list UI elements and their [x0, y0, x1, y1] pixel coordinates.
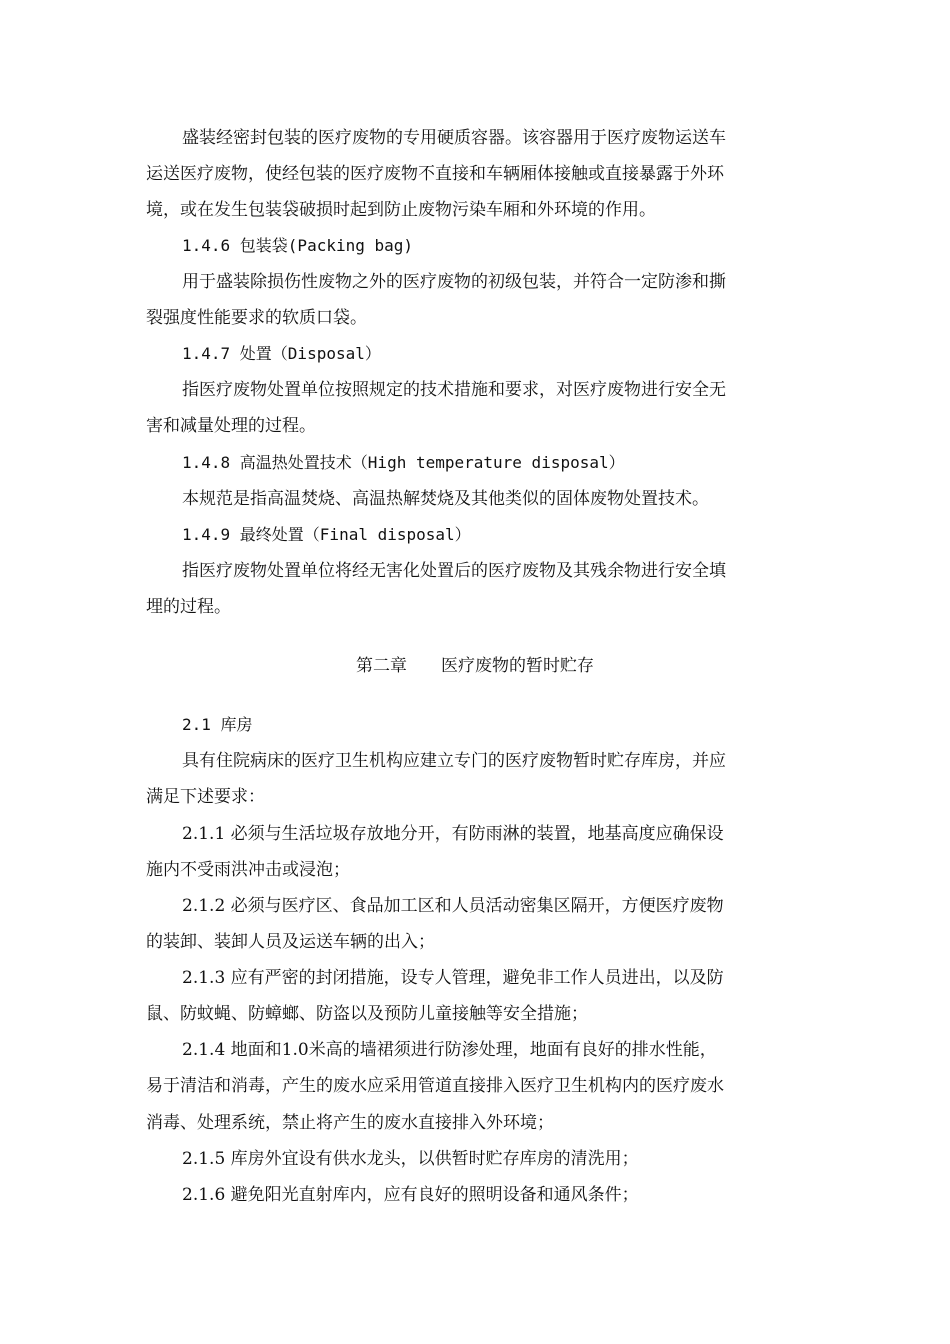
paragraph-line: 埋的过程。	[146, 597, 231, 617]
paragraph-line: 指医疗废物处置单位按照规定的技术措施和要求，对医疗废物进行安全无	[182, 380, 726, 400]
section-heading-1-4-9: 1.4.9 最终处置（Final disposal）	[182, 525, 471, 544]
section-heading-2-1: 2.1 库房	[182, 715, 253, 734]
list-item-2-1-5: 2.1.5 库房外宜设有供水龙头，以供暂时贮存库房的清洗用；	[182, 1149, 639, 1169]
paragraph-line: 指医疗废物处置单位将经无害化处置后的医疗废物及其残余物进行安全填	[182, 561, 726, 581]
chapter-title: 第二章 医疗废物的暂时贮存	[356, 656, 594, 676]
list-item-2-1-1: 2.1.1 必须与生活垃圾存放地分开，有防雨淋的装置，地基高度应确保设	[182, 824, 724, 844]
paragraph-line: 具有住院病床的医疗卫生机构应建立专门的医疗废物暂时贮存库房，并应	[182, 751, 726, 771]
paragraph-line: 裂强度性能要求的软质口袋。	[146, 308, 367, 328]
paragraph-line: 满足下述要求：	[146, 787, 265, 807]
section-heading-1-4-6: 1.4.6 包装袋(Packing bag)	[182, 236, 414, 255]
list-item-line: 施内不受雨洪冲击或浸泡；	[146, 860, 350, 880]
paragraph-line: 运送医疗废物，使经包装的医疗废物不直接和车辆厢体接触或直接暴露于外环	[146, 164, 724, 184]
list-item-line: 鼠、防蚊蝇、防蟑螂、防盗以及预防儿童接触等安全措施；	[146, 1004, 588, 1024]
paragraph-line: 用于盛装除损伤性废物之外的医疗废物的初级包装，并符合一定防渗和撕	[182, 272, 726, 292]
list-item-line: 易于清洁和消毒，产生的废水应采用管道直接排入医疗卫生机构内的医疗废水	[146, 1076, 724, 1096]
paragraph-line: 境，或在发生包装袋破损时起到防止废物污染车厢和外环境的作用。	[146, 200, 656, 220]
list-item-line: 消毒、处理系统，禁止将产生的废水直接排入外环境；	[146, 1113, 554, 1133]
list-item-2-1-4: 2.1.4 地面和1.0米高的墙裙须进行防渗处理，地面有良好的排水性能，	[182, 1040, 717, 1060]
section-heading-1-4-8: 1.4.8 高温热处置技术（High temperature disposal）	[182, 453, 625, 472]
paragraph-line: 害和减量处理的过程。	[146, 416, 316, 436]
paragraph-line: 盛装经密封包装的医疗废物的专用硬质容器。该容器用于医疗废物运送车	[182, 128, 726, 148]
list-item-line: 的装卸、装卸人员及运送车辆的出入；	[146, 932, 435, 952]
list-item-2-1-6: 2.1.6 避免阳光直射库内，应有良好的照明设备和通风条件；	[182, 1185, 639, 1205]
list-item-2-1-3: 2.1.3 应有严密的封闭措施，设专人管理，避免非工作人员进出，以及防	[182, 968, 724, 988]
list-item-2-1-2: 2.1.2 必须与医疗区、食品加工区和人员活动密集区隔开，方便医疗废物	[182, 896, 724, 916]
paragraph-line: 本规范是指高温焚烧、高温热解焚烧及其他类似的固体废物处置技术。	[182, 489, 709, 509]
section-heading-1-4-7: 1.4.7 处置（Disposal）	[182, 344, 381, 363]
